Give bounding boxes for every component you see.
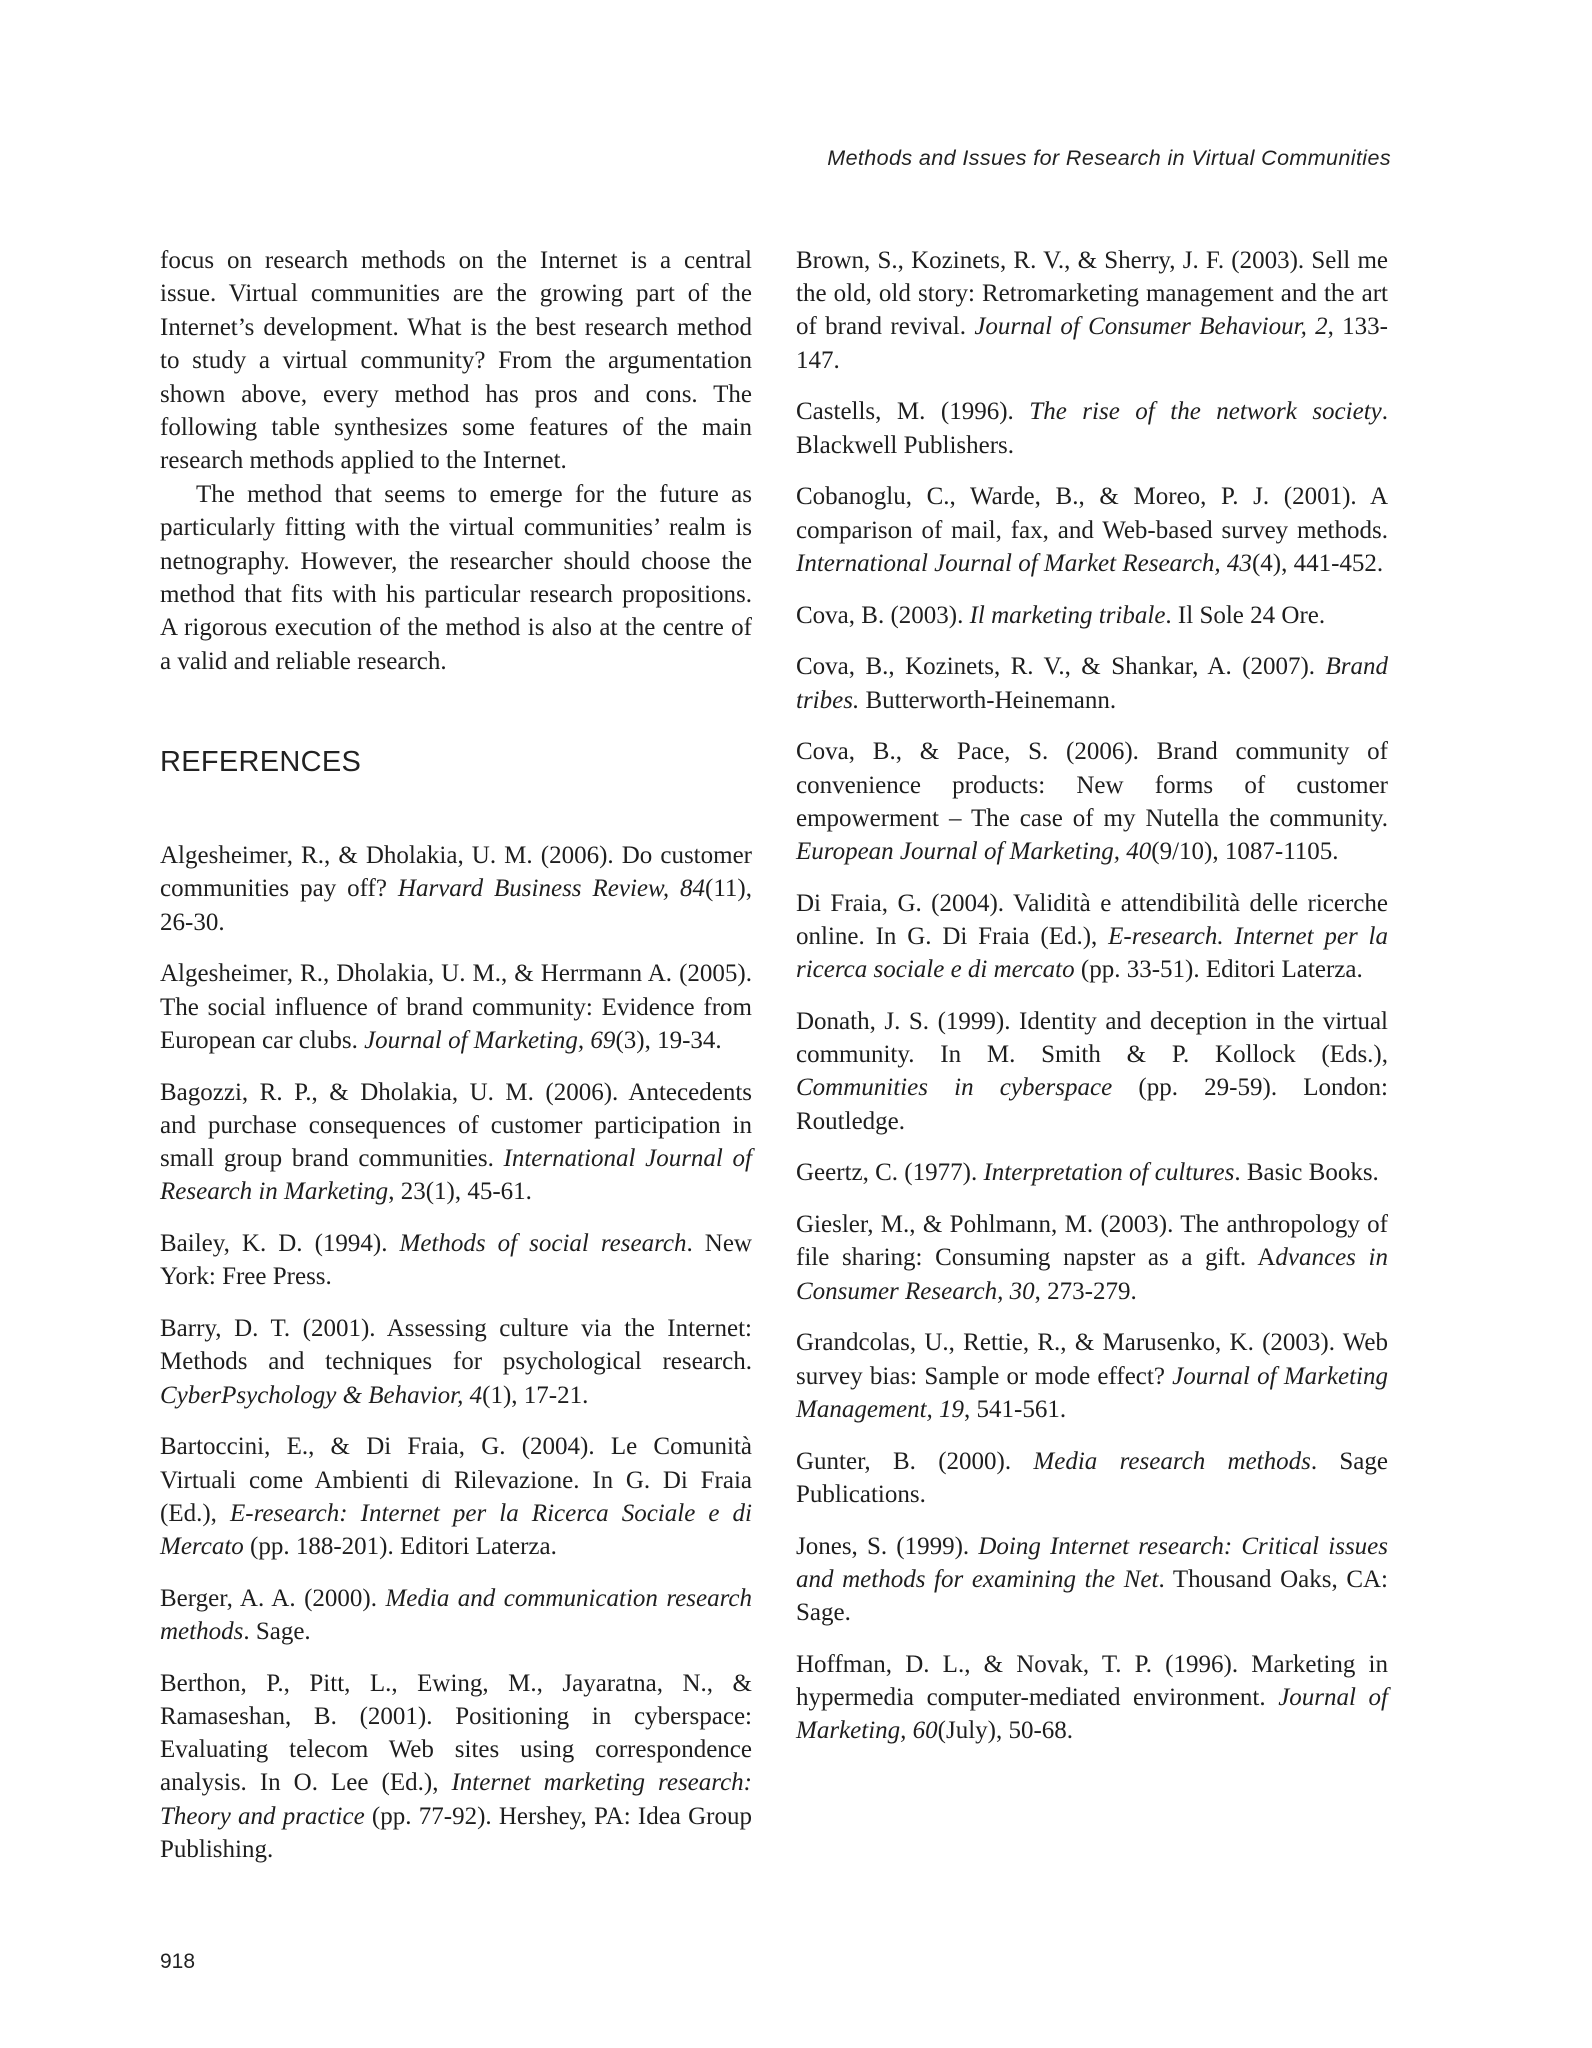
reference-list xyxy=(160,839,752,1866)
body-paragraph: focus on research methods on the Internet is a central issue. Virtual communities are the growing part of the Internet’s development. What is the best research method to study a virtual community? From the argumentation shown above, every method has pros and cons. The following table synthesizes some features of the main research methods applied to the Internet. xyxy=(160,247,752,475)
reference-item: Cova, B., Kozinets, R. V., & Shankar, A. (2007). Brand tribes. Butterworth-Heinemann. xyxy=(796,653,1388,714)
running-header: Methods and Issues for Research in Virtual Communities xyxy=(827,146,1391,170)
reference-item: Gunter, B. (2000). Media research methods. Sage Publications. xyxy=(796,1447,1388,1508)
reference-item: Di Fraia, G. (2004). Validità e attendibilità delle ricerche online. In G. Di Fraia (Ed.), E-research. Internet per la ricerca sociale e di mercato (pp. 33-51). Editori Laterza. xyxy=(796,889,1388,984)
reference-item: Giesler, M., & Pohlmann, M. (2003). The anthropology of file sharing: Consuming napster as a gift. Advances in Consumer Research, 30, 273-279. xyxy=(796,1211,1388,1305)
reference-item: Donath, J. S. (1999). Identity and deception in the virtual community. In M. Smith & P. Kollock (Eds.), Communities in cyberspace (pp. 29-59). London: Routledge. xyxy=(796,1008,1388,1135)
reference-item: Grandcolas, U., Rettie, R., & Marusenko, K. (2003). Web survey bias: Sample or mode effect? Journal of Marketing Management, 19, 541-561. xyxy=(796,1329,1388,1423)
reference-item: Berthon, P., Pitt, L., Ewing, M., Jayaratna, N., & Ramaseshan, B. (2001). Positioning in cyberspace: Evaluating telecom Web sites using correspondence analysis. In O. Lee (Ed.), Internet marketing research: Theory and practice (pp. 77-92). Hershey, PA: Idea Group Publishing. xyxy=(160,1669,753,1863)
reference-list xyxy=(796,244,1388,1747)
section-heading: REFERENCES xyxy=(160,746,362,779)
reference-item: Brown, S., Kozinets, R. V., & Sherry, J. F. (2003). Sell me the old, old story: Retromarketing management and the art of brand revival. Journal of Consumer Behaviour, 2, 133-147. xyxy=(796,247,1388,374)
reference-item: Algesheimer, R., Dholakia, U. M., & Herrmann A. (2005). The social influence of brand community: Evidence from European car clubs. Journal of Marketing, 69(3), 19-34. xyxy=(160,960,752,1054)
reference-item: Berger, A. A. (2000). Media and communication research methods. Sage. xyxy=(160,1584,752,1645)
page-number: 918 xyxy=(160,1950,196,1973)
reference-item: Castells, M. (1996). The rise of the network society. Blackwell Publishers. xyxy=(796,398,1388,459)
reference-item: Hoffman, D. L., & Novak, T. P. (1996). Marketing in hypermedia computer-mediated environment. Journal of Marketing, 60(July), 50-68. xyxy=(796,1650,1388,1745)
reference-item: Cova, B., & Pace, S. (2006). Brand community of convenience products: New forms of customer empowerment – The case of my Nutella the community. European Journal of Marketing, 40(9/10), 1087-1105. xyxy=(796,738,1388,866)
reference-item: Bagozzi, R. P., & Dholakia, U. M. (2006). Antecedents and purchase consequences of customer participation in small group brand communities. International Journal of Research in Marketing, 23(1), 45-61. xyxy=(160,1078,752,1206)
reference-item: Cobanoglu, C., Warde, B., & Moreo, P. J. (2001). A comparison of mail, fax, and Web-based survey methods. International Journal of Market Research, 43(4), 441-452. xyxy=(796,483,1388,577)
right-column xyxy=(796,244,1388,1766)
reference-item: Bartoccini, E., & Di Fraia, G. (2004). Le Comunità Virtuali come Ambienti di Rilevazione. In G. Di Fraia (Ed.), E-research: Internet per la Ricerca Sociale e di Mercato (pp. 188-201). Editori Laterza. xyxy=(160,1433,753,1560)
reference-item: Barry, D. T. (2001). Assessing culture via the Internet: Methods and techniques for psychological research. CyberPsychology & Behavior, 4(1), 17-21. xyxy=(160,1315,752,1409)
body-paragraph: The method that seems to emerge for the future as particularly fitting with the virtual communities’ realm is netnography. However, the researcher should choose the method that fits with his particular research propositions. A rigorous execution of the method is also at the centre of a valid and reliable research. xyxy=(160,480,752,675)
reference-item: Algesheimer, R., & Dholakia, U. M. (2006). Do customer communities pay off? Harvard Business Review, 84(11), 26-30. xyxy=(160,842,752,936)
reference-item: Cova, B. (2003). Il marketing tribale. Il Sole 24 Ore. xyxy=(796,601,1326,629)
reference-item: Jones, S. (1999). Doing Internet research: Critical issues and methods for examining the Net. Thousand Oaks, CA: Sage. xyxy=(796,1532,1389,1627)
reference-item: Bailey, K. D. (1994). Methods of social research. New York: Free Press. xyxy=(160,1230,752,1291)
left-column xyxy=(160,244,752,1885)
reference-item: Geertz, C. (1977). Interpretation of cultures. Basic Books. xyxy=(796,1159,1379,1187)
